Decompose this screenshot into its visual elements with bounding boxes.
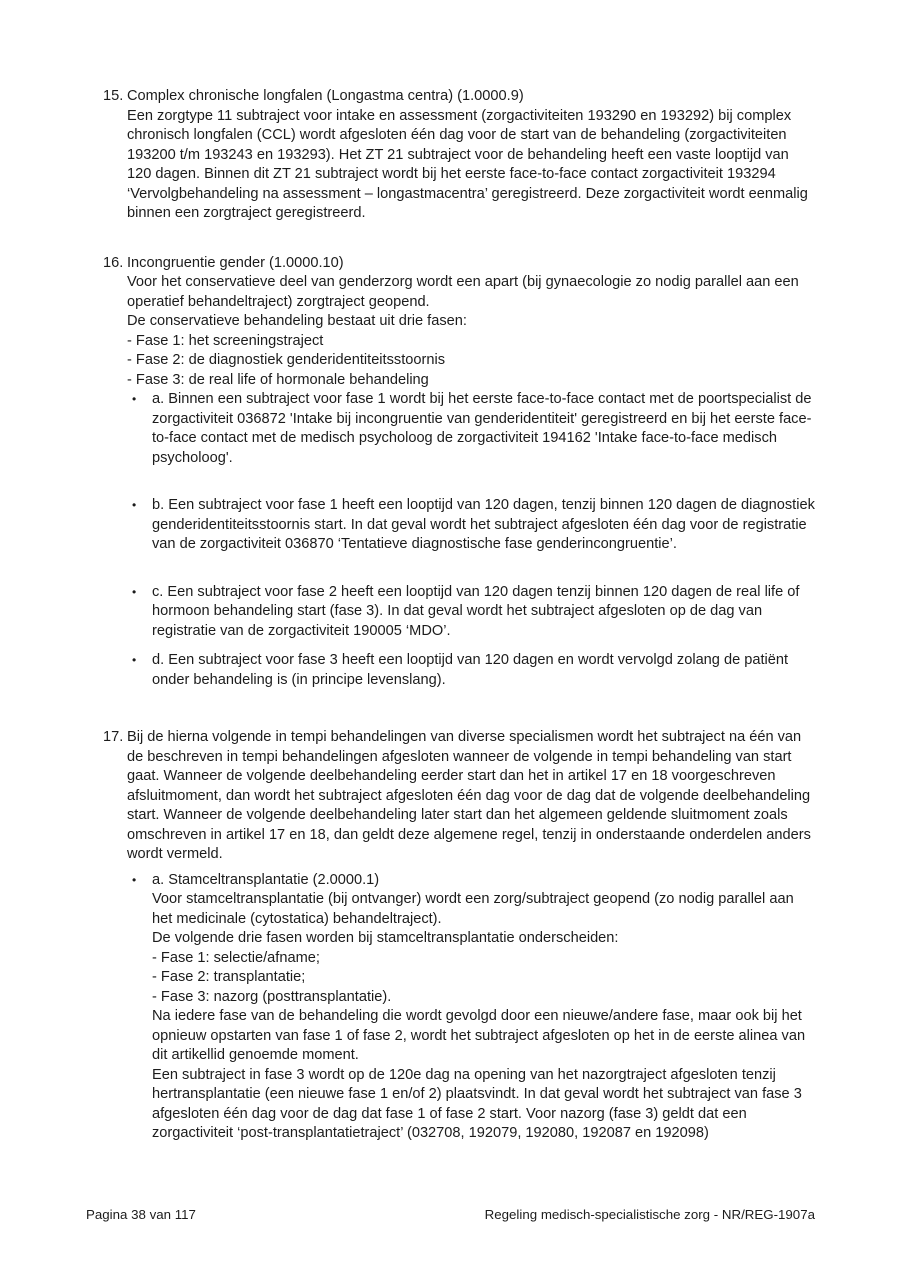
list-line-fase-1: - Fase 1: het screeningstraject [127,332,324,349]
list-item-15 [103,87,815,224]
list-line-fase-2: - Fase 2: transplantatie; [152,969,306,985]
bullet-item-a [127,390,815,468]
bullet-item-b [127,496,815,555]
list-item-16 [103,254,815,691]
footer-page-number: Pagina 38 van 117 [86,1207,196,1222]
bullet-item-c [127,583,815,642]
list-line-fase-3: - Fase 3: de real life of hormonale behandeling [127,371,429,388]
document-content [103,87,815,1144]
paragraph: Voor stamceltransplantatie (bij ontvanger) wordt een zorg/subtraject geopend (zo nodig parallel aan het medicinale (cytostatica) behandeltraject). [152,891,794,927]
list-line-fase-2: - Fase 2: de diagnostiek genderidentiteitsstoornis [127,352,446,368]
paragraph: Een zorgtype 11 subtraject voor intake en assessment (zorgactiviteiten 193290 en 193292) bij complex chronisch longfalen (CCL) wordt afgesloten één dag voor de start van de behandeling (zorgactiviteiten 193200 t/m 193243 en 193293). Het ZT 21 subtraject voor de behandeling heeft een vaste looptijd van 120 dagen. Binnen dit ZT 21 subtraject wordt bij het eerste face-to-face contact zorgactiviteit 193294 ‘Vervolgbehandeling na assessment – longastmacentra’ geregistreerd. Deze zorgactiviteit wordt eenmalig binnen een zorgtraject geregistreerd. [127,107,808,221]
bullet-icon: • [132,653,137,667]
paragraph: De conservatieve behandeling bestaat uit drie fasen: [127,313,467,329]
bullet-item-d [127,651,815,690]
bullet-icon: • [132,872,137,887]
bullet-text: d. Een subtraject voor fase 3 heeft een looptijd van 120 dagen en wordt vervolgd zolang de patiënt onder behandeling is (in principe levenslang). [152,652,789,688]
item-title: Complex chronische longfalen (Longastma centra) (1.0000.9) [127,88,524,104]
paragraph: Na iedere fase van de behandeling die wordt gevolgd door een nieuwe/andere fase, maar ook bij het opnieuw opstarten van fase 1 of fase 2, wordt het subtraject afgesloten op het in de eerste alinea van dit artikellid genoemde moment. [152,1008,806,1063]
bullet-icon: • [132,392,137,406]
item-number: 17. [103,729,124,745]
item-number: 16. [103,254,124,271]
bullet-text: c. Een subtraject voor fase 2 heeft een looptijd van 120 dagen tenzij binnen 120 dagen de real life of hormoon behandeling start (fase 3). In dat geval wordt het subtraject afgesloten op de dag van registratie van de zorgactiviteit 190005 ‘MDO’. [152,583,800,639]
bullet-title: a. Stamceltransplantatie (2.0000.1) [152,871,380,888]
bullet-text: b. Een subtraject voor fase 1 heeft een looptijd van 120 dagen, tenzij binnen 120 dagen de diagnostiek genderidentiteitsstoornis start. In dat geval wordt het subtraject afgesloten één dag voor de registratie van de zorgactiviteit 036870 ‘Tentatieve diagnostische fase genderincongruentie’. [152,497,815,552]
paragraph: Bij de hierna volgende in tempi behandelingen van diverse specialismen wordt het subtraject na één van de beschreven in tempi behandelingen afgesloten wanneer de volgende in tempi behandeling van start gaat. Wanneer de volgende deelbehandeling eerder start dan het in artikel 17 en 18 voorgeschreven afsluitmoment, dan wordt het subtraject afgesloten één dag voor de dag dat de volgende deelbehandeling start. Wanneer de volgende deelbehandeling later start dan het algemeen geldende sluitmoment zoals omschreven in artikel 17 en 18, dan geldt deze algemene regel, tenzij in onderstaande onderdelen anders wordt vermeld. [127,729,811,862]
list-line-fase-3: - Fase 3: nazorg (posttransplantatie). [152,988,392,1005]
item-title: Incongruentie gender (1.0000.10) [127,254,344,271]
bullet-item-a-stamcel [127,871,815,1144]
paragraph: Een subtraject in fase 3 wordt op de 120e dag na opening van het nazorgtraject afgesloten tenzij hertransplantatie (een nieuwe fase 1 en/of 2) plaatsvindt. In dat geval wordt het subtraject van fase 3 afgesloten één dag voor de dag dat fase 1 of fase 2 start. Voor nazorg (fase 3) geldt dat een zorgactiviteit ‘post-transplantatietraject’ (032708, 192079, 192080, 192087 en 192098) [152,1066,802,1141]
list-item-17 [103,728,815,1144]
paragraph: De volgende drie fasen worden bij stamceltransplantatie onderscheiden: [152,930,619,946]
footer-document-title: Regeling medisch-specialistische zorg - NR/REG-1907a [484,1207,815,1222]
page-footer [86,1206,815,1223]
item-number: 15. [103,88,124,104]
list-line-fase-1: - Fase 1: selectie/afname; [152,949,320,966]
paragraph: Voor het conservatieve deel van genderzorg wordt een apart (bij gynaecologie zo nodig parallel aan een operatief behandeltraject) zorgtraject geopend. [127,274,799,310]
bullet-icon: • [132,584,137,599]
bullet-icon: • [132,498,137,512]
bullet-text: a. Binnen een subtraject voor fase 1 wordt bij het eerste face-to-face contact met de poortspecialist de zorgactiviteit 036872 'Intake bij incongruentie van genderidentiteit' geregistreerd en bij het eerste face-to-face contact met de medisch psycholoog de zorgactiviteit 194162 'Intake face-to-face medisch psycholoog'. [152,391,812,466]
